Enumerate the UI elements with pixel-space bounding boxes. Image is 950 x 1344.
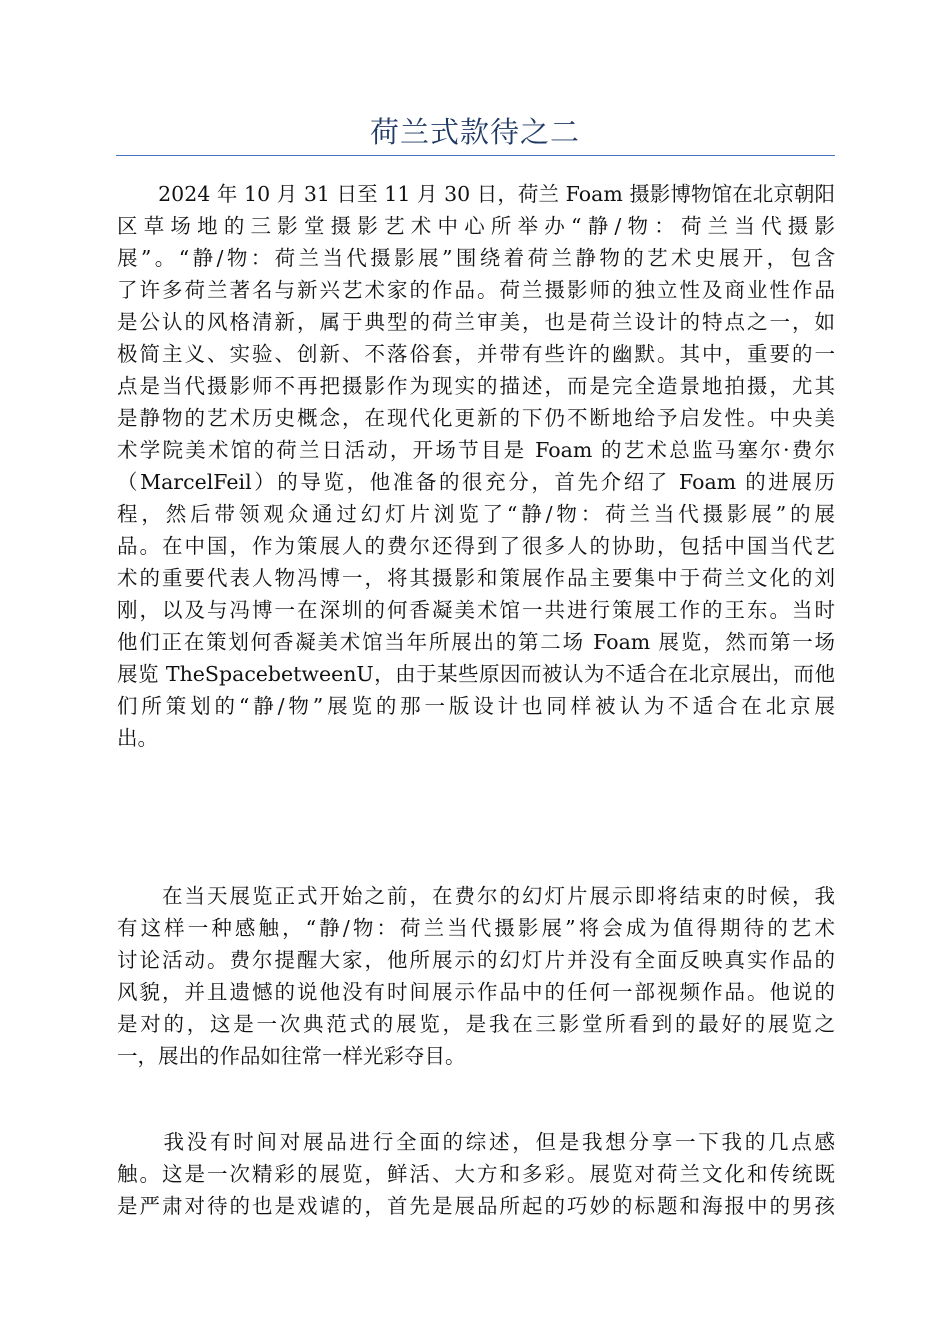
paragraph-line: 术的重要代表人物冯博一，将其摄影和策展作品主要集中于荷兰文化的刘 — [117, 566, 835, 590]
paragraph-line: 程，然后带领观众通过幻灯片浏览了“静/物：荷兰当代摄影展”的展 — [117, 502, 835, 526]
title-underline — [116, 155, 835, 156]
paragraph-line: 我没有时间对展品进行全面的综述，但是我想分享一下我的几点感 — [117, 1130, 835, 1154]
paragraph-line: 点是当代摄影师不再把摄影作为现实的描述，而是完全造景地拍摄，尤其 — [117, 374, 835, 398]
paragraph-line: 区草场地的三影堂摄影艺术中心所举办“静/物：荷兰当代摄影 — [117, 214, 835, 238]
paragraph-line: 在当天展览正式开始之前，在费尔的幻灯片展示即将结束的时候，我 — [117, 884, 835, 908]
paragraph-line: 展”。“静/物：荷兰当代摄影展”围绕着荷兰静物的艺术史展开，包含 — [117, 246, 835, 270]
paragraph-line: 讨论活动。费尔提醒大家，他所展示的幻灯片并没有全面反映真实作品的 — [117, 948, 835, 972]
paragraph-line: 有这样一种感触，“静/物：荷兰当代摄影展”将会成为值得期待的艺术 — [117, 916, 835, 940]
paragraph-line: 展览 TheSpacebetweenU，由于某些原因而被认为不适合在北京展出，而他 — [117, 662, 835, 686]
paragraph-3 — [117, 1126, 835, 1222]
paragraph-1 — [117, 178, 835, 754]
paragraph-line: 极简主义、实验、创新、不落俗套，并带有些许的幽默。其中，重要的一 — [117, 342, 835, 366]
document-title: 荷兰式款待之二 — [369, 115, 580, 149]
paragraph-line: （MarcelFeil）的导览，他准备的很充分，首先介绍了 Foam 的进展历 — [117, 470, 835, 494]
paragraph-line: 术学院美术馆的荷兰日活动，开场节目是 Foam 的艺术总监马塞尔·费尔 — [117, 438, 835, 462]
paragraph-line: 出。 — [117, 726, 158, 750]
paragraph-line: 是公认的风格清新，属于典型的荷兰审美，也是荷兰设计的特点之一，如 — [117, 310, 835, 334]
paragraph-line: 了许多荷兰著名与新兴艺术家的作品。荷兰摄影师的独立性及商业性作品 — [117, 278, 835, 302]
paragraph-line: 品。在中国，作为策展人的费尔还得到了很多人的协助，包括中国当代艺 — [117, 534, 835, 558]
paragraph-line: 风貌，并且遗憾的说他没有时间展示作品中的任何一部视频作品。他说的 — [117, 980, 835, 1004]
paragraph-line: 是对的，这是一次典范式的展览，是我在三影堂所看到的最好的展览之 — [117, 1012, 835, 1036]
paragraph-line: 是严肃对待的也是戏谑的，首先是展品所起的巧妙的标题和海报中的男孩 — [117, 1194, 835, 1218]
paragraph-line: 一，展出的作品如往常一样光彩夺目。 — [117, 1044, 466, 1068]
paragraph-line: 们所策划的“静/物”展览的那一版设计也同样被认为不适合在北京展 — [117, 694, 835, 718]
paragraph-line: 2024 年 10 月 31 日至 11 月 30 日，荷兰 Foam 摄影博物馆在北京朝阳 — [117, 182, 835, 206]
paragraph-line: 他们正在策划何香凝美术馆当年所展出的第二场 Foam 展览，然而第一场 — [117, 630, 835, 654]
paragraph-line: 触。这是一次精彩的展览，鲜活、大方和多彩。展览对荷兰文化和传统既 — [117, 1162, 835, 1186]
paragraph-line: 刚，以及与冯博一在深圳的何香凝美术馆一共进行策展工作的王东。当时 — [117, 598, 835, 622]
paragraph-line: 是静物的艺术历史概念，在现代化更新的下仍不断地给予启发性。中央美 — [117, 406, 835, 430]
paragraph-2 — [117, 880, 835, 1072]
